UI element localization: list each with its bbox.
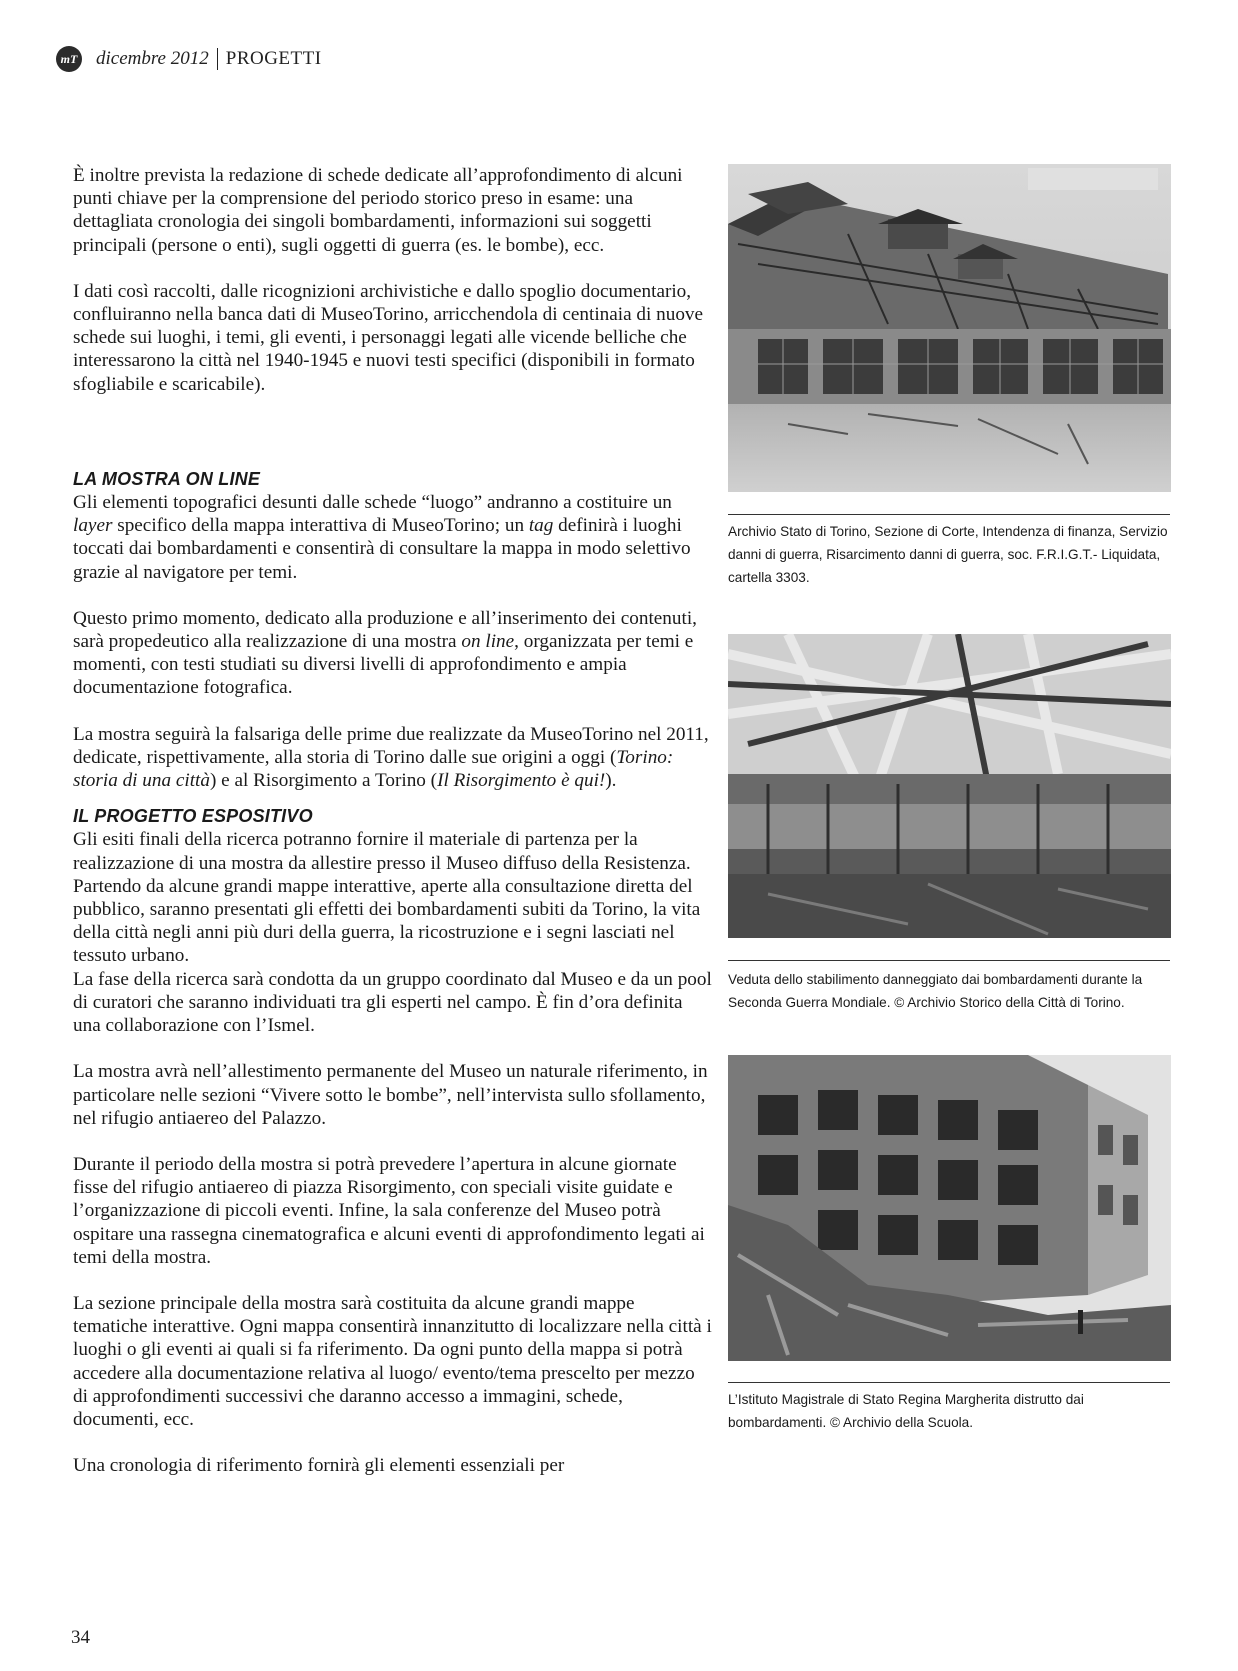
caption-rule [728, 514, 1170, 515]
photo-factory-interior [728, 634, 1171, 938]
paragraph: Durante il periodo della mostra si potrà prevedere l’apertura in alcune giornate fisse del rifugio antiaereo di piazza Risorgimento, con speciali visite guidate e l’organizzazione di piccoli eventi. Infine, la sala conferenze del Museo potrà ospitare una rassegna cinematografica e alcuni eventi di approfondimento legati ai temi della mostra. [73, 1153, 705, 1268]
section-heading: IL PROGETTO ESPOSITIVO [73, 806, 313, 827]
paragraph: Una cronologia di riferimento fornirà gli elementi essenziali per [73, 1455, 565, 1477]
paragraph: Questo primo momento, dedicato alla produzione e all’inserimento dei contenuti, sarà propedeutico alla realizzazione di una mostra on line, organizzata per temi e momenti, con testi studiati su diversi livelli di approfondimento e ampia documentazione fotografica. [73, 607, 697, 699]
photo-caption: L’Istituto Magistrale di Stato Regina Margherita distrutto dai bombardamenti. © Archivio della Scuola. [728, 1392, 1084, 1430]
page-number: 34 [71, 1627, 90, 1648]
paragraph: La mostra seguirà la falsariga delle prime due realizzate da MuseoTorino nel 2011, dedicate, rispettivamente, alla storia di Torino dalle sue origini a oggi (Torino: storia di una città) e al Risorgimento a Torino (Il Risorgimento è qui!). [73, 723, 709, 792]
section-title: PROGETTI [225, 48, 322, 69]
paragraph: La fase della ricerca sarà condotta da un gruppo coordinato dal Museo e da un pool di curatori che saranno individuati tra gli esperti nel campo. È fin d’ora definita una collaborazione con l’Ismel. [73, 968, 712, 1037]
paragraph: I dati così raccolti, dalle ricognizioni archivistiche e dallo spoglio documentario, confluiranno nella banca dati di MuseoTorino, arricchendola di centinaia di nuove schede sui luoghi, i temi, gli eventi, i personaggi legati alle vicende belliche che interessarono la città nel 1940-1945 e nuovi testi specifici (disponibili in formato sfogliabile e scaricabile). [73, 280, 704, 395]
photo-destroyed-school [728, 1055, 1171, 1361]
paragraph: La mostra avrà nell’allestimento permanente del Museo un naturale riferimento, in particolare nelle sezioni “Vivere sotto le bombe”, nell’intervista sullo sfollamento, nel rifugio antiaereo del Palazzo. [73, 1061, 708, 1129]
paragraph: Partendo da alcune grandi mappe interattive, aperte alla consultazione diretta del pubblico, saranno presentati gli effetti dei bombardamenti subiti da Torino, la vita della città negli anni più duri della guerra, la ricostruzione e i segni lasciati nel tessuto urbano. [73, 875, 701, 967]
museotorino-logo: mT [56, 46, 82, 72]
photo-caption: Archivio Stato di Torino, Sezione di Corte, Intendenza di finanza, Servizio danni di guerra, Risarcimento danni di guerra, soc. F.R.I.G.T.- Liquidata, cartella 3303. [728, 524, 1168, 585]
page-header [56, 44, 322, 74]
photo-caption: Veduta dello stabilimento danneggiato dai bombardamenti durante la Seconda Guerra Mondiale. © Archivio Storico della Città di Torino. [728, 972, 1143, 1010]
paragraph: È inoltre prevista la redazione di schede dedicate all’approfondimento di alcuni punti chiave per la comprensione del periodo storico preso in esame: una dettagliata cronologia dei singoli bombardamenti, informazioni sui soggetti principali (persone o enti), sugli oggetti di guerra (es. le bombe), ecc. [73, 165, 683, 256]
header-divider [217, 48, 218, 70]
paragraph: Gli esiti finali della ricerca potranno fornire il materiale di partenza per la realizzazione di una mostra da allestire presso il Museo diffuso della Resistenza. [73, 829, 691, 874]
section-heading: LA MOSTRA ON LINE [73, 468, 261, 489]
paragraph: Gli elementi topografici desunti dalle schede “luogo” andranno a costituire un layer specifico della mappa interattiva di MuseoTorino; un tag definirà i luoghi toccati dai bombardamenti e consentirà di consultare la mappa in modo selettivo grazie al navigatore per temi. [73, 492, 691, 583]
caption-rule [728, 1382, 1170, 1383]
paragraph: La sezione principale della mostra sarà costituita da alcune grandi mappe tematiche interattive. Ogni mappa consentirà innanzitutto di localizzare nella città i luoghi o gli eventi ai quali si fa riferimento. Da ogni punto della mappa si potrà accedere alla documentazione relativa al luogo/ evento/tema prescelto per mezzo di approfondimenti successivi che daranno accesso a immagini, schede, documenti, ecc. [73, 1292, 712, 1430]
article-body [73, 164, 713, 1477]
photo-damaged-factory-roof [728, 164, 1171, 492]
caption-rule [728, 960, 1170, 961]
issue-date: dicembre 2012 [96, 48, 209, 69]
